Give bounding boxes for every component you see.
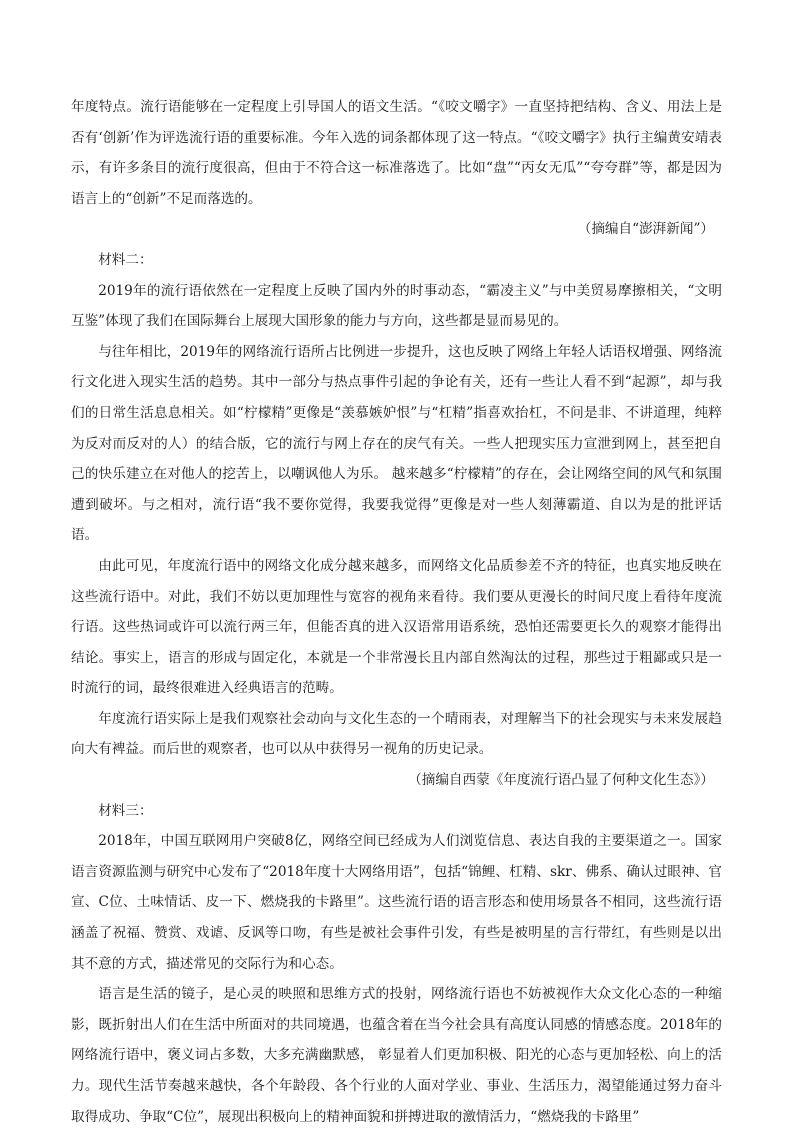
body-paragraph: 由此可见，年度流行语中的网络文化成分越来越多，而网络文化品质参差不齐的特征，也真实地反映在这些流行语中。对此，我们不妨以更加理性与宽容的视角来看待。我们要从更漫长的时间尺度上看待年度流行语。这些热词或许可以流行两三年，但能否真的进入汉语常用语系统，恐怕还需要更长久的观察才能得出结论。事实上，语言的形成与固定化，本就是一个非常漫长且内部自然淘汰的过程，那些过于粗鄙或只是一时流行的词，最终很难进入经典语言的范畴。 [71,557,722,697]
source-citation: （摘编自“澎湃新闻”） [577,221,714,238]
body-paragraph: 年度特点。流行语能够在一定程度上引导国人的语文生活。“《咬文嚼字》一直坚持把结构、含义、用法上是否有‘创新’作为评选流行语的重要标准。今年入选的词条都体现了这一特点。“《咬文嚼字》执行主编黄安靖表示，有许多条目的流行度很高，但由于不符合这一标准落选了。比如“盘”“丙女无瓜”“夸夸群”等，都是因为语言上的“创新”不足而落选的。 [71,99,722,207]
body-paragraph: 年度流行语实际上是我们观察社会动向与文化生态的一个晴雨表，对理解当下的社会现实与未来发展趋向大有裨益。而后世的观察者，也可以从中获得另一视角的历史记录。 [71,710,722,758]
section-heading: 材料二： [98,251,153,268]
body-paragraph: 语言是生活的镜子，是心灵的映照和思维方式的投射，网络流行语也不妨被视作大众文化心态的一种缩影，既折射出人们在生活中所面对的共同境遇，也蕴含着在当今社会具有高度认同感的情感态度。2018年的网络流行语中，褒义词占多数，大多充满幽默感， 彰显着人们更加积极、阳光的心态与更加轻松、向上的活力。现代生活节奏越来越快，各个年龄段、各个行业的人面对学业、事业、生活压力，渴望能通过努力奋斗取得成功、争取“C位”，展现出积极向上的精神面貌和拼搏进取的激情活力，“燃烧我的卡路里” [71,986,722,1125]
document-body [71,92,722,1132]
body-paragraph: 2019年的流行语依然在一定程度上反映了国内外的时事动态，“霸凌主义”与中美贸易摩擦相关，“文明互鉴”体现了我们在国际舞台上展现大国形象的能力与方向，这些都是显而易见的。 [71,282,722,330]
body-paragraph: 与往年相比，2019年的网络流行语所占比例进一步提升，这也反映了网络上年轻人话语权增强、网络流行文化进入现实生活的趋势。其中一部分与热点事件引起的争论有关，还有一些让人看不到“起源”，却与我们的日常生活息息相关。如“柠檬精”更像是“羡慕嫉妒恨”与“杠精”指喜欢抬杠，不问是非、不讲道理，纯粹为反对而反对的人）的结合版，它的流行与网上存在的戾气有关。一些人把现实压力宣泄到网上，甚至把自己的快乐建立在对他人的挖苦上，以嘲讽他人为乐。 越来越多“柠檬精”的存在，会让网络空间的风气和氛围遭到破坏。与之相对，流行语“我不要你觉得，我要我觉得”更像是对一些人刻薄霸道、自以为是的批评话语。 [71,343,722,544]
body-paragraph: 2018年，中国互联网用户突破8亿，网络空间已经成为人们浏览信息、表达自我的主要渠道之一。国家语言资源监测与研究中心发布了“2018年度十大网络用语”，包括“锦鲤、杠精、skr、佛系、确认过眼神、官宣、C位、土味情话、皮一下、燃烧我的卡路里”。这些流行语的语言形态和使用场景各不相同，这些流行语涵盖了祝福、赞赏、戏谑、反讽等口吻，有些是被社会事件引发，有些是被明星的言行带红，有些则是以出其不意的方式，描述常见的交际行为和心态。 [71,833,722,972]
source-citation: （摘编自西蒙《年度流行语凸显了何种文化生态》） [408,772,714,789]
section-heading: 材料三： [98,802,153,819]
